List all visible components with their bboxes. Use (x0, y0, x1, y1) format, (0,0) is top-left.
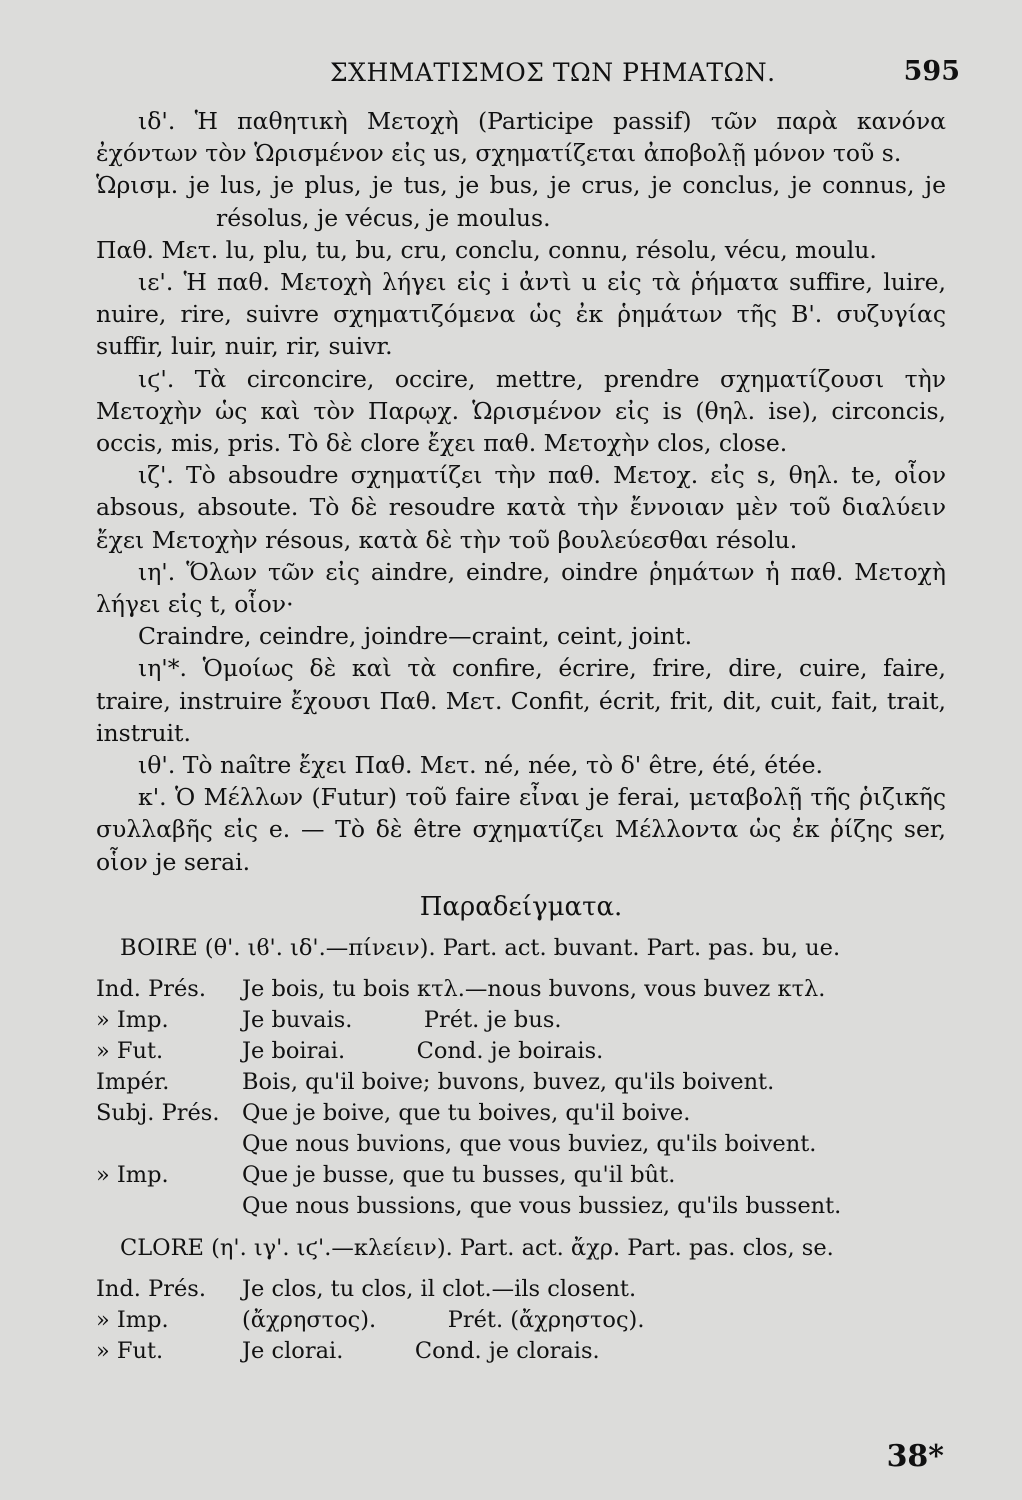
verb-block-clore (96, 1232, 946, 1367)
paragraph-18-star: ιη'*. Ὁμοίως δὲ καὶ τὰ confire, écrire, frire, dire, cuire, faire, traire, instruire ἔχουσι Παθ. Μετ. Confit, écrit, frit, dit, cuit, fait, trait, instruit. (96, 654, 946, 747)
paragraph-defined-past: Ὡρισμ. je lus, je plus, je tus, je bus, je crus, je conclus, je connus, je résolus, je vécus, je moulus. (96, 171, 946, 232)
verb-heading: CLORE (η'. ιγ'. ιϛ'.—κλείειν). Part. act. ἄχρ. Part. pas. clos, se. (120, 1234, 834, 1261)
verb-heading: BOIRE (θ'. ιϐ'. ιδ'.—πίνειν). Part. act. buvant. Part. pas. bu, ue. (120, 934, 841, 961)
paragraph-20: κ'. Ὁ Μέλλων (Futur) τοῦ faire εἶναι je ferai, μεταβολῇ τῆς ῥιζικῆς συλλαβῆς εἰς e. — Τὸ δὲ être σχηματίζει Μέλλοντα ὡς ἐκ ῥίζης ser, οἷον je serai. (96, 783, 946, 876)
paragraph-16: ιϛ'. Τὰ circoncire, occire, mettre, prendre σχηματίζουσι τὴν Μετοχὴν ὡς καὶ τὸν Παρῳχ. Ὡρισμένον εἰς is (θηλ. ise), circoncis, occis, mis, pris. Τὸ δὲ clore ἔχει παθ. Μετοχὴν clos, close. (96, 364, 946, 458)
conj-label: » Imp. (96, 1161, 169, 1188)
conj-row (96, 1005, 946, 1036)
conj-row (96, 1336, 946, 1367)
conj-label: Ind. Prés. (96, 975, 206, 1002)
header-title: ΣΧΗΜΑΤΙΣΜΟΣ ΤΩΝ ΡΗΜΑΤΩΝ. (330, 58, 776, 87)
conj-label: » Fut. (96, 1337, 164, 1364)
paragraph-17: ιζ'. Τὸ absoudre σχηματίζει τὴν παθ. Μετοχ. εἰς s, θηλ. te, οἷον absous, absoute. Τὸ δὲ resoudre κατὰ τὴν ἔννοιαν μὲν τοῦ διαλύειν ἔχει Μετοχὴν résous, κατὰ δὲ τὴν τοῦ βουλεύεσθαι résolu. (96, 461, 946, 554)
conj-row (96, 1067, 946, 1098)
conj-label (96, 1191, 242, 1222)
conj-value: Bois, qu'il boive; buvons, buvez, qu'ils boivent. (242, 1068, 775, 1095)
conj-label: » Imp. (96, 1306, 169, 1333)
conj-row (96, 1098, 946, 1129)
paragraph-18: ιη'. Ὅλων τῶν εἰς aindre, eindre, oindre ῥημάτων ἡ παθ. Μετοχὴ λήγει εἰς t, οἷον· (96, 557, 946, 619)
paragraph-passive-participle: Παθ. Μετ. lu, plu, tu, bu, cru, conclu, connu, résolu, vécu, moulu. (96, 235, 877, 264)
conj-value: Je clos, tu clos, il clot.—ils closent. (242, 1275, 637, 1302)
conj-label (96, 1129, 242, 1160)
conj-row (96, 1305, 946, 1336)
conj-value: Je clorai. Cond. je clorais. (242, 1337, 600, 1364)
paragraph-18-examples: Craindre, ceindre, joindre—craint, ceint, joint. (138, 622, 693, 651)
conj-row (96, 1191, 946, 1222)
running-header (0, 52, 1022, 92)
conj-row (96, 1274, 946, 1305)
conj-row (96, 974, 946, 1005)
conj-label: Impér. (96, 1068, 170, 1095)
page-body (96, 105, 946, 1377)
signature-mark: 38* (886, 1439, 944, 1474)
conj-value: Que je boive, que tu boives, qu'il boive. (242, 1099, 691, 1126)
paragraph-14: ιδ'. Ἡ παθητικὴ Μετοχὴ (Participe passif) τῶν παρὰ κανόνα ἐχόντων τὸν Ὡρισμένον εἰς us, σχηματίζεται ἀποβολῇ μόνον τοῦ s. (96, 107, 946, 168)
conj-label: » Fut. (96, 1037, 164, 1064)
examples-title: Παραδείγματα. (419, 891, 623, 922)
conj-label: Subj. Prés. (96, 1099, 220, 1126)
verb-block-boire (96, 932, 946, 1222)
conj-value: Que je busse, que tu busses, qu'il bût. (242, 1161, 676, 1188)
conj-label: » Imp. (96, 1006, 169, 1033)
paragraph-15: ιε'. Ἡ παθ. Μετοχὴ λήγει εἰς i ἀντὶ u εἰς τὰ ῥήματα suffire, luire, nuire, rire, suivre σχηματιζόμενα ὡς ἐκ ῥημάτων τῆς Β'. συζυγίας suffir, luir, nuir, rir, suivr. (96, 268, 946, 361)
conj-value: Je buvais. Prét. je bus. (242, 1006, 562, 1033)
conj-value: Que nous bussions, que vous bussiez, qu'ils bussent. (242, 1192, 842, 1219)
conj-row (96, 1036, 946, 1067)
conj-row (96, 1160, 946, 1191)
conj-label: Ind. Prés. (96, 1275, 206, 1302)
conj-value: Que nous buvions, que vous buviez, qu'ils boivent. (242, 1130, 817, 1157)
conj-value: Je boirai. Cond. je boirais. (242, 1037, 604, 1064)
conj-row (96, 1129, 946, 1160)
page-number: 595 (903, 56, 960, 87)
conj-value: (ἄχρηστος). Prét. (ἄχρηστος). (242, 1306, 645, 1333)
conj-value: Je bois, tu bois κτλ.—nous buvons, vous buvez κτλ. (242, 975, 826, 1002)
paragraph-19: ιθ'. Τὸ naître ἔχει Παθ. Μετ. né, née, τὸ δ' être, été, étée. (138, 751, 823, 780)
